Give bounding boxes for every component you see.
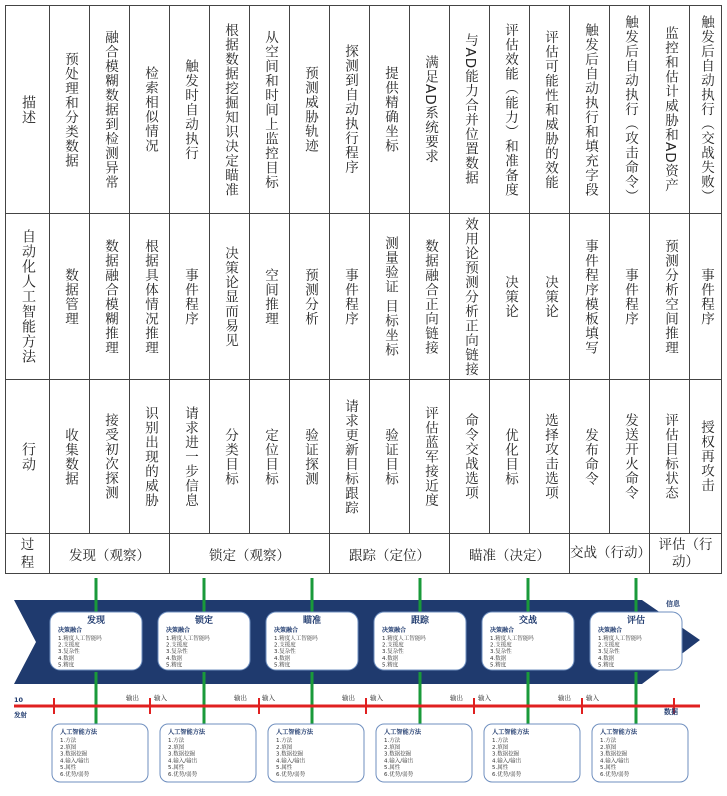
phase-box-title: 评估: [626, 616, 646, 626]
phase-box-item: 3.复杂性: [166, 649, 188, 656]
phase-box-item: 5.精度: [274, 662, 291, 669]
ai-method-box-item: 4.输入/输出: [492, 758, 522, 765]
io-label: 输出: [342, 694, 355, 702]
row-header-description: [6, 6, 50, 214]
launch-label: 发射: [14, 711, 27, 719]
method-cell: [530, 214, 570, 380]
desc-text: 根据数据挖掘知识决定瞄准: [222, 22, 238, 197]
action-cell: [570, 380, 610, 534]
io-label: 输出: [450, 694, 463, 702]
ai-method-box-item: 5.属性: [600, 765, 617, 772]
desc-cell: [450, 6, 490, 214]
desc-text: 满足AD系统要求: [422, 55, 438, 164]
method-text: 预测分析: [302, 267, 318, 326]
phase-box-title: 跟踪: [410, 616, 430, 626]
phase-box-item: 2.支援度: [58, 642, 80, 649]
ai-method-box-item: 2.填图: [384, 744, 401, 751]
desc-cell: [650, 6, 690, 214]
desc-text: 评估可能性和威胁的效能: [542, 29, 558, 190]
phase-box-item: 4.数据: [598, 655, 615, 662]
phase-box-item: 3.复杂性: [382, 649, 404, 656]
phase-box-title: 发现: [86, 616, 106, 626]
ai-method-box-item: 6.优势/弱势: [276, 772, 306, 778]
action-text: 命令交战选项: [462, 413, 478, 500]
method-text: 测量验证 目标坐标: [382, 235, 398, 358]
ai-method-box-item: 5.属性: [384, 765, 401, 772]
row-header-label: 行动: [20, 441, 36, 472]
ai-method-box-item: 5.属性: [276, 765, 293, 772]
action-cell: [490, 380, 530, 534]
action-cell: [210, 380, 250, 534]
desc-text: 评估效能（能力）和准备度: [502, 22, 518, 197]
action-cell: [410, 380, 450, 534]
desc-text: 监控和估计威胁和AD资产: [662, 26, 678, 193]
process-phase: 评估（行动）: [650, 534, 722, 574]
desc-text: 融合模糊数据到检测异常: [102, 29, 118, 190]
method-cell: [690, 214, 722, 380]
action-text: 授权再攻击: [698, 420, 714, 493]
action-cell: [530, 380, 570, 534]
method-text: 预测分析空间推理: [662, 238, 678, 355]
method-cell: [250, 214, 290, 380]
phase-box-item: 1.精度人工智能吗: [382, 636, 426, 642]
phase-box-item: 5.精度: [598, 662, 615, 669]
ai-method-box-item: 4.输入/输出: [168, 758, 198, 765]
ai-method-box-item: 3.数据挖掘: [492, 751, 520, 758]
row-header-label: 自动化人工智能方法: [20, 229, 36, 364]
ai-method-box-item: 3.数据挖掘: [60, 751, 88, 758]
desc-cell: [170, 6, 210, 214]
io-label: 输入: [262, 694, 275, 702]
desc-cell: [250, 6, 290, 214]
action-cell: [450, 380, 490, 534]
method-cell: [210, 214, 250, 380]
ai-method-box-item: 1.方法: [384, 738, 401, 744]
desc-text: 触发时自动执行: [182, 58, 198, 161]
action-text: 发送开火命令: [622, 413, 638, 500]
action-text: 定位目标: [262, 427, 278, 486]
row-header-method: [6, 214, 50, 380]
io-label: 输入: [370, 694, 383, 702]
ai-method-box-item: 5.属性: [492, 765, 509, 772]
phase-box-subtitle: 决策融合: [274, 627, 299, 634]
phase-box-title: 锁定: [194, 616, 214, 626]
phase-box-item: 3.复杂性: [274, 649, 296, 656]
phase-box-item: 2.支援度: [490, 642, 512, 649]
ai-method-box-item: 1.方法: [276, 738, 293, 744]
ai-method-box-title: 人工智能方法: [168, 729, 206, 736]
method-cell: [290, 214, 330, 380]
row-header-action: [6, 380, 50, 534]
process-phase: 锁定（观察）: [170, 534, 330, 574]
ai-method-box-item: 2.填图: [168, 744, 185, 751]
action-text: 请求更新目标跟踪: [342, 398, 358, 515]
io-label: 输出: [126, 694, 139, 702]
diagram-canvas: [14, 578, 714, 788]
ai-method-box-item: 1.方法: [60, 738, 77, 744]
phase-box-item: 5.精度: [382, 662, 399, 669]
row-header-label: 过程: [20, 536, 35, 571]
desc-cell: [410, 6, 450, 214]
desc-cell: [90, 6, 130, 214]
phase-box-item: 2.支援度: [598, 642, 620, 649]
desc-cell: [210, 6, 250, 214]
action-cell: [170, 380, 210, 534]
action-cell: [690, 380, 722, 534]
method-cell: [650, 214, 690, 380]
phase-box-item: 3.复杂性: [490, 649, 512, 656]
info-label: 信息: [666, 600, 680, 608]
ai-method-box-item: 3.数据挖掘: [168, 751, 196, 758]
desc-cell: [490, 6, 530, 214]
method-cell: [570, 214, 610, 380]
method-text: 事件程序: [698, 267, 714, 326]
desc-cell: [330, 6, 370, 214]
phase-box-item: 4.数据: [166, 655, 183, 662]
ai-method-box-title: 人工智能方法: [60, 729, 98, 736]
action-text: 发布命令: [582, 427, 598, 486]
phase-box-item: 2.支援度: [166, 642, 188, 649]
phase-box-item: 1.精度人工智能吗: [274, 636, 318, 642]
action-text: 请求进一步信息: [182, 405, 198, 508]
action-row: [6, 380, 722, 534]
action-text: 评估蓝军接近度: [422, 405, 438, 508]
kill-chain-grid: [5, 5, 722, 574]
phase-box-item: 5.精度: [58, 662, 75, 669]
process-phase: 跟踪（定位）: [330, 534, 450, 574]
action-text: 评估目标状态: [662, 413, 678, 500]
io-label: 输出: [558, 694, 571, 702]
method-text: 根据具体情况推理: [142, 238, 158, 355]
desc-cell: [610, 6, 650, 214]
action-cell: [290, 380, 330, 534]
ai-method-box-item: 3.数据挖掘: [600, 751, 628, 758]
method-text: 事件程序模板填写: [582, 238, 598, 355]
ai-method-box-item: 2.填图: [60, 744, 77, 751]
action-text: 识别出现的威胁: [142, 405, 158, 508]
desc-cell: [570, 6, 610, 214]
method-cell: [370, 214, 410, 380]
ai-method-box-title: 人工智能方法: [276, 729, 314, 736]
action-cell: [650, 380, 690, 534]
method-cell: [450, 214, 490, 380]
action-text: 验证目标: [382, 427, 398, 486]
phase-box-item: 4.数据: [58, 655, 75, 662]
method-cell: [170, 214, 210, 380]
phase-box-item: 5.精度: [490, 662, 507, 669]
ai-method-box-item: 6.优势/弱势: [492, 772, 522, 778]
action-cell: [610, 380, 650, 534]
method-cell: [610, 214, 650, 380]
ai-method-box-item: 5.属性: [168, 765, 185, 772]
ai-method-box-item: 3.数据挖掘: [276, 751, 304, 758]
ai-method-boxes: [52, 724, 688, 782]
action-text: 选择攻击选项: [542, 413, 558, 500]
action-text: 优化目标: [502, 427, 518, 486]
io-label: 输入: [586, 694, 599, 702]
method-text: 空间推理: [262, 267, 278, 326]
method-cell: [130, 214, 170, 380]
phase-box-item: 3.复杂性: [598, 649, 620, 656]
ai-method-box-item: 4.输入/输出: [60, 758, 90, 765]
process-phase: 交战（行动）: [570, 534, 650, 574]
ai-method-box-item: 5.属性: [60, 765, 77, 772]
phase-box-item: 4.数据: [382, 655, 399, 662]
description-row: [6, 6, 722, 214]
process-phase: 瞄准（决定）: [450, 534, 570, 574]
method-text: 效用论预测分析正向链接: [462, 216, 478, 377]
phase-box-item: 2.支援度: [382, 642, 404, 649]
method-text: 决策论显而易见: [222, 245, 238, 348]
ai-method-box-title: 人工智能方法: [492, 729, 530, 736]
kill-chain-table: [5, 5, 721, 575]
io-label: 输入: [478, 694, 491, 702]
row-header-label: 描述: [20, 94, 36, 125]
desc-text: 预测威胁轨迹: [302, 66, 318, 153]
method-cell: [410, 214, 450, 380]
phase-box-item: 1.精度人工智能吗: [598, 636, 642, 642]
desc-cell: [690, 6, 722, 214]
method-cell: [50, 214, 90, 380]
ai-method-box-item: 1.方法: [600, 738, 617, 744]
phase-box-item: 1.精度人工智能吗: [490, 636, 534, 642]
desc-text: 与AD能力合并位置数据: [462, 33, 478, 186]
method-cell: [490, 214, 530, 380]
method-text: 数据融合模糊推理: [102, 238, 118, 355]
ai-method-box-title: 人工智能方法: [600, 729, 638, 736]
method-text: 数据管理: [62, 267, 78, 326]
desc-text: 检索相似情况: [142, 66, 158, 153]
phase-box-item: 4.数据: [490, 655, 507, 662]
desc-text: 触发后自动执行和填充字段: [582, 22, 598, 197]
desc-text: 从空间和时间上监控目标: [262, 29, 278, 190]
ai-method-box-item: 2.填图: [276, 744, 293, 751]
ai-method-box-item: 4.输入/输出: [600, 758, 630, 765]
method-text: 决策论: [502, 274, 518, 319]
method-text: 事件程序: [622, 267, 638, 326]
ai-method-box-item: 6.优势/弱势: [384, 772, 414, 778]
method-row: [6, 214, 722, 380]
desc-cell: [290, 6, 330, 214]
phase-box-item: 4.数据: [274, 655, 291, 662]
ai-method-box-item: 3.数据挖掘: [384, 751, 412, 758]
ai-method-box-item: 6.优势/弱势: [60, 772, 90, 778]
action-cell: [330, 380, 370, 534]
phase-box-subtitle: 决策融合: [166, 627, 191, 634]
action-cell: [130, 380, 170, 534]
method-text: 事件程序: [342, 267, 358, 326]
phase-box-item: 3.复杂性: [58, 649, 80, 656]
desc-text: 探测到自动执行程序: [342, 44, 358, 175]
row-header-process: [6, 534, 50, 574]
desc-text: 预处理和分类数据: [62, 51, 78, 168]
desc-text: 提供精确坐标: [382, 66, 398, 153]
method-text: 决策论: [542, 274, 558, 319]
io-label: 输入: [154, 694, 167, 702]
data-label: 数据: [664, 708, 678, 716]
phase-box-title: 瞄准: [302, 616, 322, 626]
phase-box-item: 2.支援度: [274, 642, 296, 649]
method-cell: [90, 214, 130, 380]
phase-box-item: 5.精度: [166, 662, 183, 669]
action-text: 分类目标: [222, 427, 238, 486]
desc-text: 触发后自动执行（交战失败）: [698, 15, 714, 204]
desc-cell: [530, 6, 570, 214]
method-text: 事件程序: [182, 267, 198, 326]
phase-box-subtitle: 决策融合: [490, 627, 515, 634]
io-label: 输出: [234, 694, 247, 702]
ai-method-box-item: 1.方法: [492, 738, 509, 744]
phase-box-item: 1.精度人工智能吗: [166, 636, 210, 642]
action-cell: [370, 380, 410, 534]
ai-method-box-title: 人工智能方法: [384, 729, 422, 736]
ai-method-box-item: 1.方法: [168, 738, 185, 744]
phase-box-subtitle: 决策融合: [382, 627, 407, 634]
desc-cell: [50, 6, 90, 214]
ai-method-box-item: 2.填图: [492, 744, 509, 751]
action-cell: [90, 380, 130, 534]
action-cell: [250, 380, 290, 534]
phase-box-title: 交战: [518, 616, 538, 626]
launch-number-label: 10: [14, 696, 24, 704]
ai-kill-chain-diagram: [14, 578, 714, 788]
phase-box-subtitle: 决策融合: [598, 627, 623, 634]
phase-box-item: 1.精度人工智能吗: [58, 636, 102, 642]
ai-method-box-item: 2.填图: [600, 744, 617, 751]
ai-method-box-item: 4.输入/输出: [276, 758, 306, 765]
ai-method-box-item: 6.优势/弱势: [600, 772, 630, 778]
action-text: 验证探测: [302, 427, 318, 486]
desc-cell: [370, 6, 410, 214]
action-text: 接受初次探测: [102, 413, 118, 500]
ai-method-box-item: 4.输入/输出: [384, 758, 414, 765]
method-text: 数据融合正向链接: [422, 238, 438, 355]
desc-cell: [130, 6, 170, 214]
action-cell: [50, 380, 90, 534]
ai-method-box-item: 6.优势/弱势: [168, 772, 198, 778]
phase-box-subtitle: 决策融合: [58, 627, 83, 634]
process-phase: 发现（观察）: [50, 534, 170, 574]
process-row: [6, 534, 722, 574]
desc-text: 触发后自动执行（攻击命令）: [622, 15, 638, 204]
action-text: 收集数据: [62, 427, 78, 486]
method-cell: [330, 214, 370, 380]
